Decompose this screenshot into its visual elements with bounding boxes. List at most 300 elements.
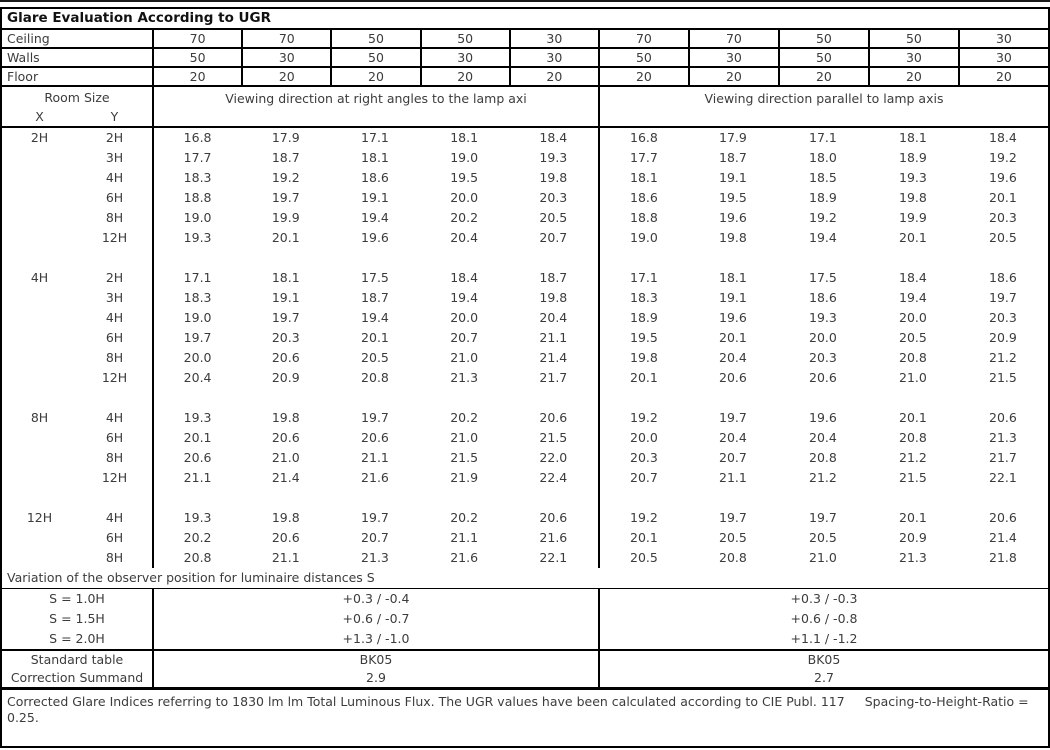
ugr-value-parallel: 20.9 xyxy=(899,530,927,545)
room-x-label xyxy=(2,548,77,568)
surface-value-cell: 50 xyxy=(598,49,688,66)
ugr-value-parallel: 19.8 xyxy=(719,230,747,245)
ugr-value-parallel: 19.1 xyxy=(719,170,747,185)
ugr-data-row xyxy=(2,308,1048,328)
glare-evaluation-table xyxy=(0,7,1050,748)
room-y-label: 8H xyxy=(105,210,124,225)
ugr-value-right-angles: 19.3 xyxy=(152,508,241,528)
room-y-label: 4H xyxy=(105,170,124,185)
room-size-label: Room Size xyxy=(44,90,110,105)
ugr-value-right-angles: 21.5 xyxy=(450,450,479,465)
ugr-value-parallel: 19.7 xyxy=(719,510,747,525)
ugr-value-right-angles: 19.8 xyxy=(539,290,568,305)
ugr-value-parallel: 20.8 xyxy=(809,450,837,465)
footer-note-text: Corrected Glare Indices referring to 1830 lm lm Total Luminous Flux. The UGR values have been calculated according to CIE Publ. 117 xyxy=(7,694,845,709)
ugr-value-parallel: 21.5 xyxy=(899,470,927,485)
ugr-data-row xyxy=(2,508,1048,528)
surface-row-label: Floor xyxy=(7,69,39,84)
ugr-value-right-angles: 20.4 xyxy=(152,368,241,388)
room-x-label xyxy=(2,308,77,328)
surface-value-cell: 70 xyxy=(598,30,688,47)
ugr-value-parallel: 16.8 xyxy=(598,128,688,148)
ugr-value-right-angles: 18.3 xyxy=(152,288,241,308)
ugr-value-right-angles: 18.1 xyxy=(271,270,300,285)
block-gap-row xyxy=(2,488,1048,508)
ugr-value-parallel: 19.7 xyxy=(809,510,837,525)
ugr-value-right-angles: 21.1 xyxy=(539,330,568,345)
ugr-value-right-angles: 19.3 xyxy=(152,408,241,428)
surface-reflectance-rows xyxy=(2,30,1048,87)
surface-value-cell: 70 xyxy=(688,30,778,47)
ugr-value-parallel: 20.6 xyxy=(989,410,1017,425)
surface-value-cell: 20 xyxy=(868,68,958,85)
ugr-value-right-angles: 20.6 xyxy=(271,530,300,545)
ugr-value-right-angles: 19.0 xyxy=(450,150,479,165)
ugr-data-row xyxy=(2,148,1048,168)
ugr-value-parallel: 21.7 xyxy=(989,450,1017,465)
ugr-value-right-angles: 20.0 xyxy=(450,310,479,325)
ugr-value-parallel: 19.8 xyxy=(598,348,688,368)
surface-value-cell: 50 xyxy=(152,49,241,66)
ugr-value-right-angles: 20.6 xyxy=(539,410,568,425)
ugr-value-right-angles: 21.6 xyxy=(450,550,479,565)
room-x-label: 8H xyxy=(30,410,49,425)
ugr-data-row xyxy=(2,528,1048,548)
room-y-label: 4H xyxy=(105,310,124,325)
ugr-value-right-angles: 19.7 xyxy=(152,328,241,348)
ugr-value-parallel: 20.1 xyxy=(989,190,1017,205)
room-y-label: 3H xyxy=(105,290,124,305)
room-x-label xyxy=(2,288,77,308)
variation-value-parallel: +0.6 / -0.8 xyxy=(598,609,1048,629)
ugr-data-row xyxy=(2,468,1048,488)
surface-value-cell: 70 xyxy=(152,30,241,47)
ugr-value-parallel: 20.3 xyxy=(989,310,1017,325)
ugr-value-right-angles: 19.5 xyxy=(450,170,479,185)
room-y-label: 6H xyxy=(105,190,124,205)
ugr-value-parallel: 20.4 xyxy=(719,350,747,365)
ugr-value-parallel: 19.4 xyxy=(899,290,927,305)
surface-value-cell: 20 xyxy=(330,68,419,85)
room-y-label: 2H xyxy=(105,130,124,145)
ugr-value-right-angles: 20.1 xyxy=(361,330,389,345)
ugr-value-parallel: 20.1 xyxy=(899,410,927,425)
ugr-value-parallel: 20.5 xyxy=(899,330,927,345)
room-x-label xyxy=(2,188,77,208)
ugr-value-right-angles: 18.4 xyxy=(539,130,568,145)
ugr-value-parallel: 17.7 xyxy=(598,148,688,168)
ugr-value-right-angles: 19.1 xyxy=(271,290,300,305)
ugr-value-right-angles: 18.6 xyxy=(361,170,389,185)
ugr-value-right-angles: 20.8 xyxy=(152,548,241,568)
room-x-label: 2H xyxy=(30,130,49,145)
ugr-value-parallel: 20.1 xyxy=(899,230,927,245)
ugr-value-right-angles: 18.7 xyxy=(539,270,568,285)
room-y-label: 4H xyxy=(105,510,124,525)
standard-table-row-label: Standard table xyxy=(30,652,124,667)
room-y-label: 2H xyxy=(105,270,124,285)
ugr-data-row xyxy=(2,448,1048,468)
room-y-label: 8H xyxy=(105,450,124,465)
surface-row-walls xyxy=(2,49,1048,68)
ugr-data-row xyxy=(2,368,1048,388)
ugr-value-right-angles: 20.6 xyxy=(152,448,241,468)
ugr-value-right-angles: 19.3 xyxy=(152,228,241,248)
ugr-value-parallel: 18.4 xyxy=(989,130,1017,145)
ugr-value-right-angles: 19.0 xyxy=(152,208,241,228)
ugr-value-right-angles: 21.1 xyxy=(271,550,300,565)
ugr-value-right-angles: 17.9 xyxy=(271,130,300,145)
room-x-label xyxy=(2,168,77,188)
ugr-value-right-angles: 20.6 xyxy=(271,350,300,365)
ugr-value-parallel: 18.6 xyxy=(598,188,688,208)
ugr-value-right-angles: 21.1 xyxy=(152,468,241,488)
room-y-label: 6H xyxy=(105,530,124,545)
ugr-value-right-angles: 20.2 xyxy=(152,528,241,548)
ugr-value-parallel: 19.6 xyxy=(809,410,837,425)
ugr-value-right-angles: 20.1 xyxy=(271,230,300,245)
variation-value-right-angles: +1.3 / -1.0 xyxy=(152,629,598,649)
variation-row xyxy=(2,609,1048,629)
ugr-value-parallel: 21.4 xyxy=(989,530,1017,545)
ugr-value-parallel: 18.7 xyxy=(719,150,747,165)
ugr-value-right-angles: 19.7 xyxy=(271,310,300,325)
ugr-value-right-angles: 20.3 xyxy=(271,330,300,345)
ugr-value-right-angles: 22.0 xyxy=(539,450,568,465)
ugr-value-right-angles: 20.4 xyxy=(539,310,568,325)
ugr-value-parallel: 17.9 xyxy=(719,130,747,145)
ugr-value-right-angles: 20.8 xyxy=(361,370,389,385)
ugr-value-parallel: 20.1 xyxy=(598,528,688,548)
standard-table-row-value-parallel: BK05 xyxy=(598,651,1048,669)
ugr-value-parallel: 20.3 xyxy=(598,448,688,468)
ugr-value-parallel: 19.6 xyxy=(719,310,747,325)
ugr-value-parallel: 17.1 xyxy=(598,268,688,288)
ugr-value-right-angles: 19.8 xyxy=(271,510,300,525)
ugr-value-parallel: 21.3 xyxy=(989,430,1017,445)
ugr-value-parallel: 18.9 xyxy=(809,190,837,205)
ugr-value-parallel: 18.1 xyxy=(899,130,927,145)
ugr-value-right-angles: 18.8 xyxy=(152,188,241,208)
surface-value-cell: 30 xyxy=(241,49,330,66)
ugr-value-right-angles: 20.0 xyxy=(450,190,479,205)
surface-value-cell: 20 xyxy=(241,68,330,85)
correction-summand-row-value-right-angles: 2.9 xyxy=(152,669,598,687)
ugr-value-parallel: 18.0 xyxy=(809,150,837,165)
surface-value-cell: 50 xyxy=(420,30,509,47)
surface-value-cell: 20 xyxy=(509,68,598,85)
surface-value-cell: 20 xyxy=(778,68,868,85)
ugr-value-parallel: 20.3 xyxy=(989,210,1017,225)
surface-value-cell: 30 xyxy=(868,49,958,66)
surface-value-cell: 30 xyxy=(509,30,598,47)
ugr-data-row xyxy=(2,188,1048,208)
ugr-value-parallel: 18.9 xyxy=(598,308,688,328)
summary-rows xyxy=(2,649,1048,687)
variation-row xyxy=(2,589,1048,609)
surface-value-cell: 30 xyxy=(958,30,1048,47)
room-y-label: 12H xyxy=(101,470,128,485)
room-x-label xyxy=(2,148,77,168)
room-x-label xyxy=(2,528,77,548)
variation-distance-label: S = 1.0H xyxy=(49,591,105,606)
ugr-value-right-angles: 19.9 xyxy=(271,210,300,225)
variation-value-right-angles: +0.3 / -0.4 xyxy=(152,589,598,609)
room-x-label xyxy=(2,448,77,468)
room-x-label xyxy=(2,328,77,348)
ugr-value-right-angles: 20.2 xyxy=(450,510,479,525)
surface-value-cell: 20 xyxy=(958,68,1048,85)
ugr-value-right-angles: 19.1 xyxy=(361,190,389,205)
viewing-direction-right-angles-header: Viewing direction at right angles to the lamp axi xyxy=(152,87,598,126)
room-y-label: 6H xyxy=(105,430,124,445)
surface-value-cell: 50 xyxy=(778,49,868,66)
surface-value-cell: 50 xyxy=(330,30,419,47)
ugr-value-right-angles: 20.0 xyxy=(152,348,241,368)
ugr-value-parallel: 20.3 xyxy=(809,350,837,365)
ugr-value-right-angles: 19.4 xyxy=(361,310,389,325)
ugr-data-row xyxy=(2,128,1048,148)
ugr-value-right-angles: 21.6 xyxy=(539,530,568,545)
ugr-value-right-angles: 18.1 xyxy=(361,150,389,165)
ugr-value-parallel: 18.3 xyxy=(598,288,688,308)
room-x-label xyxy=(2,468,77,488)
x-axis-label: X xyxy=(35,109,44,124)
room-size-xy-labels xyxy=(2,108,152,125)
surface-row-label: Ceiling xyxy=(7,31,50,46)
variation-value-parallel: +0.3 / -0.3 xyxy=(598,589,1048,609)
surface-value-cell: 50 xyxy=(778,30,868,47)
ugr-value-parallel: 20.6 xyxy=(989,510,1017,525)
ugr-value-parallel: 20.0 xyxy=(598,428,688,448)
room-x-label xyxy=(2,428,77,448)
ugr-value-right-angles: 17.7 xyxy=(152,148,241,168)
surface-value-cell: 50 xyxy=(330,49,419,66)
ugr-value-right-angles: 21.1 xyxy=(450,530,479,545)
ugr-value-parallel: 20.6 xyxy=(719,370,747,385)
ugr-value-right-angles: 18.1 xyxy=(450,130,479,145)
surface-row-ceiling xyxy=(2,30,1048,49)
ugr-value-parallel: 19.0 xyxy=(598,228,688,248)
ugr-value-parallel: 20.7 xyxy=(719,450,747,465)
variation-rows xyxy=(2,589,1048,649)
surface-value-cell: 20 xyxy=(598,68,688,85)
ugr-value-parallel: 20.1 xyxy=(899,510,927,525)
ugr-data-row xyxy=(2,268,1048,288)
ugr-value-right-angles: 20.4 xyxy=(450,230,479,245)
ugr-value-right-angles: 21.3 xyxy=(361,550,389,565)
surface-value-cell: 30 xyxy=(958,49,1048,66)
ugr-value-parallel: 21.0 xyxy=(809,550,837,565)
ugr-value-parallel: 19.1 xyxy=(719,290,747,305)
surface-value-cell: 30 xyxy=(420,49,509,66)
ugr-value-right-angles: 21.0 xyxy=(450,350,479,365)
ugr-data-row xyxy=(2,288,1048,308)
ugr-value-parallel: 21.3 xyxy=(899,550,927,565)
room-y-label: 3H xyxy=(105,150,124,165)
ugr-value-right-angles: 18.7 xyxy=(271,150,300,165)
room-y-label: 12H xyxy=(101,370,128,385)
ugr-value-parallel: 19.6 xyxy=(989,170,1017,185)
ugr-value-parallel: 20.1 xyxy=(719,330,747,345)
ugr-value-parallel: 19.7 xyxy=(719,410,747,425)
ugr-value-parallel: 20.5 xyxy=(809,530,837,545)
ugr-value-right-angles: 22.4 xyxy=(539,470,568,485)
ugr-value-parallel: 20.0 xyxy=(899,310,927,325)
surface-value-cell: 50 xyxy=(868,30,958,47)
ugr-value-parallel: 20.1 xyxy=(598,368,688,388)
ugr-value-right-angles: 21.0 xyxy=(450,430,479,445)
correction-summand-row xyxy=(2,669,1048,687)
ugr-data-row xyxy=(2,208,1048,228)
room-y-label: 4H xyxy=(105,410,124,425)
room-x-label: 4H xyxy=(30,270,49,285)
ugr-value-right-angles: 20.6 xyxy=(361,430,389,445)
ugr-value-right-angles: 21.1 xyxy=(361,450,389,465)
block-gap-row xyxy=(2,388,1048,408)
ugr-value-right-angles: 20.9 xyxy=(271,370,300,385)
ugr-value-parallel: 20.8 xyxy=(719,550,747,565)
room-x-label xyxy=(2,208,77,228)
ugr-value-right-angles: 20.3 xyxy=(539,190,568,205)
ugr-value-parallel: 20.6 xyxy=(809,370,837,385)
room-y-label: 12H xyxy=(101,230,128,245)
correction-summand-row-value-parallel: 2.7 xyxy=(598,669,1048,687)
ugr-value-right-angles: 19.7 xyxy=(271,190,300,205)
ugr-value-right-angles: 21.7 xyxy=(539,370,568,385)
ugr-value-parallel: 21.1 xyxy=(719,470,747,485)
ugr-value-right-angles: 19.2 xyxy=(271,170,300,185)
ugr-value-right-angles: 16.8 xyxy=(152,128,241,148)
room-header-row xyxy=(2,87,1048,128)
ugr-value-parallel: 19.9 xyxy=(899,210,927,225)
ugr-value-right-angles: 18.3 xyxy=(152,168,241,188)
ugr-value-parallel: 20.8 xyxy=(899,430,927,445)
standard-table-row xyxy=(2,651,1048,669)
ugr-value-parallel: 20.4 xyxy=(719,430,747,445)
ugr-data-row xyxy=(2,228,1048,248)
ugr-value-right-angles: 17.5 xyxy=(361,270,389,285)
correction-summand-row-label: Correction Summand xyxy=(10,670,144,685)
ugr-value-parallel: 19.7 xyxy=(989,290,1017,305)
ugr-value-parallel: 19.5 xyxy=(719,190,747,205)
ugr-value-parallel: 20.4 xyxy=(809,430,837,445)
ugr-value-parallel: 18.9 xyxy=(899,150,927,165)
ugr-value-parallel: 18.5 xyxy=(809,170,837,185)
ugr-value-parallel: 17.5 xyxy=(809,270,837,285)
variation-distance-label: S = 2.0H xyxy=(49,631,105,646)
ugr-value-parallel: 18.1 xyxy=(719,270,747,285)
ugr-value-parallel: 17.1 xyxy=(809,130,837,145)
ugr-value-parallel: 21.5 xyxy=(989,370,1017,385)
ugr-value-parallel: 19.5 xyxy=(598,328,688,348)
ugr-value-parallel: 19.2 xyxy=(809,210,837,225)
surface-row-label: Walls xyxy=(7,50,40,65)
ugr-value-parallel: 20.5 xyxy=(989,230,1017,245)
ugr-value-right-angles: 19.0 xyxy=(152,308,241,328)
ugr-value-parallel: 18.8 xyxy=(598,208,688,228)
ugr-value-right-angles: 21.5 xyxy=(539,430,568,445)
ugr-value-right-angles: 18.4 xyxy=(450,270,479,285)
ugr-value-right-angles: 19.3 xyxy=(539,150,568,165)
ugr-data-row xyxy=(2,428,1048,448)
ugr-value-right-angles: 17.1 xyxy=(152,268,241,288)
top-rule xyxy=(0,0,1050,2)
ugr-value-right-angles: 21.9 xyxy=(450,470,479,485)
ugr-value-right-angles: 19.4 xyxy=(450,290,479,305)
ugr-value-parallel: 19.3 xyxy=(809,310,837,325)
room-x-label: 12H xyxy=(26,510,53,525)
room-x-label xyxy=(2,348,77,368)
variation-value-parallel: +1.1 / -1.2 xyxy=(598,629,1048,649)
ugr-value-parallel: 21.0 xyxy=(899,370,927,385)
room-y-label: 6H xyxy=(105,330,124,345)
variation-value-right-angles: +0.6 / -0.7 xyxy=(152,609,598,629)
ugr-data-row xyxy=(2,168,1048,188)
footer-ratio-text: Spacing-to-Height-Ratio = 0.25. xyxy=(7,694,1029,725)
ugr-value-parallel: 20.7 xyxy=(598,468,688,488)
viewing-direction-parallel-header: Viewing direction parallel to lamp axis xyxy=(598,87,1048,126)
ugr-value-right-angles: 17.1 xyxy=(361,130,389,145)
ugr-value-right-angles: 20.6 xyxy=(539,510,568,525)
block-gap-row xyxy=(2,248,1048,268)
ugr-value-parallel: 18.4 xyxy=(899,270,927,285)
ugr-value-right-angles: 20.2 xyxy=(450,210,479,225)
ugr-value-right-angles: 19.7 xyxy=(361,410,389,425)
ugr-value-parallel: 19.4 xyxy=(809,230,837,245)
room-y-label: 8H xyxy=(105,350,124,365)
ugr-value-right-angles: 19.8 xyxy=(539,170,568,185)
ugr-value-parallel: 21.2 xyxy=(809,470,837,485)
ugr-value-parallel: 19.8 xyxy=(899,190,927,205)
ugr-value-right-angles: 20.2 xyxy=(450,410,479,425)
table-title: Glare Evaluation According to UGR xyxy=(2,9,1048,30)
ugr-value-parallel: 20.9 xyxy=(989,330,1017,345)
ugr-value-parallel: 21.2 xyxy=(989,350,1017,365)
ugr-value-right-angles: 21.4 xyxy=(539,350,568,365)
variation-row xyxy=(2,629,1048,649)
ugr-data-row xyxy=(2,408,1048,428)
ugr-value-right-angles: 19.6 xyxy=(361,230,389,245)
ugr-value-right-angles: 21.0 xyxy=(271,450,300,465)
ugr-value-parallel: 20.5 xyxy=(719,530,747,545)
surface-value-cell: 30 xyxy=(688,49,778,66)
ugr-values-area xyxy=(2,128,1048,568)
ugr-data-row xyxy=(2,548,1048,568)
standard-table-row-value-right-angles: BK05 xyxy=(152,651,598,669)
ugr-value-parallel: 19.3 xyxy=(899,170,927,185)
room-x-label xyxy=(2,368,77,388)
ugr-value-right-angles: 20.7 xyxy=(450,330,479,345)
variation-distance-label: S = 1.5H xyxy=(49,611,105,626)
ugr-value-parallel: 19.6 xyxy=(719,210,747,225)
ugr-data-row xyxy=(2,328,1048,348)
surface-value-cell: 20 xyxy=(420,68,509,85)
ugr-value-right-angles: 20.7 xyxy=(361,530,389,545)
ugr-value-right-angles: 20.1 xyxy=(152,428,241,448)
ugr-value-right-angles: 20.6 xyxy=(271,430,300,445)
ugr-value-parallel: 21.2 xyxy=(899,450,927,465)
ugr-value-parallel: 20.5 xyxy=(598,548,688,568)
surface-value-cell: 20 xyxy=(688,68,778,85)
ugr-value-parallel: 22.1 xyxy=(989,470,1017,485)
ugr-value-right-angles: 19.4 xyxy=(361,210,389,225)
ugr-value-parallel: 21.8 xyxy=(989,550,1017,565)
ugr-value-right-angles: 21.4 xyxy=(271,470,300,485)
ugr-value-right-angles: 20.5 xyxy=(539,210,568,225)
ugr-value-right-angles: 21.6 xyxy=(361,470,389,485)
ugr-value-parallel: 18.1 xyxy=(598,168,688,188)
